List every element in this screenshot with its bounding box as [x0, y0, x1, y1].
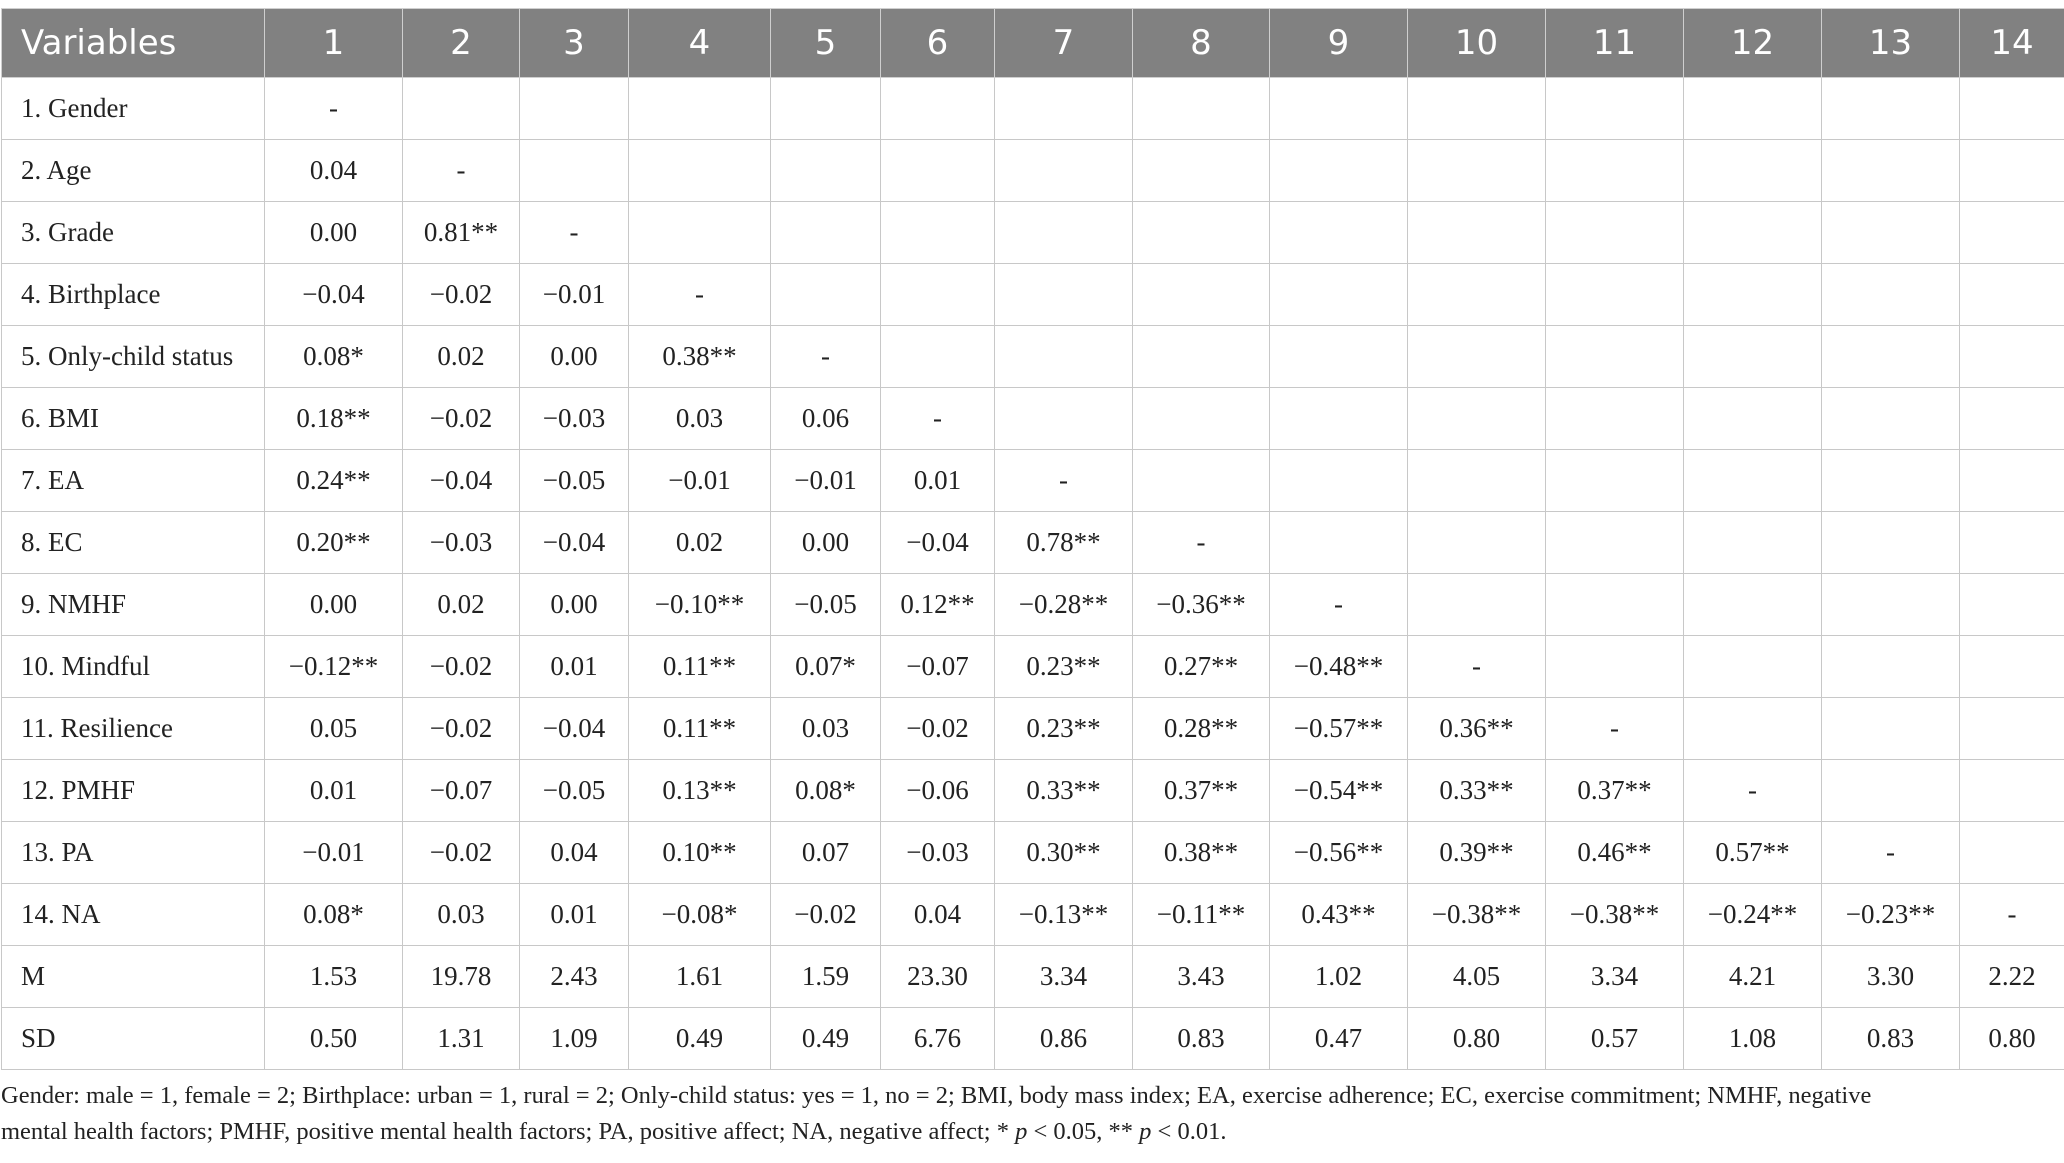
table-cell: −0.38**: [1408, 884, 1546, 946]
table-cell: 0.38**: [1133, 822, 1270, 884]
table-cell: 0.08*: [265, 326, 403, 388]
table-cell: [1133, 140, 1270, 202]
table-cell: 0.00: [520, 574, 629, 636]
table-cell: [1408, 78, 1546, 140]
header-row: [2, 9, 2064, 78]
table-cell: 0.01: [881, 450, 995, 512]
row-label: 14. NA: [2, 884, 265, 946]
table-cell: [1133, 388, 1270, 450]
table-cell: [995, 326, 1133, 388]
table-cell: −0.54**: [1270, 760, 1408, 822]
footnote-threshold-2: < 0.01.: [1151, 1118, 1227, 1145]
table-cell: −0.28**: [995, 574, 1133, 636]
table-cell: −0.57**: [1270, 698, 1408, 760]
table-cell: 1.31: [403, 1008, 520, 1070]
column-header-8: 8: [1133, 9, 1270, 78]
footnote-p-symbol: p: [1015, 1118, 1028, 1145]
table-cell: 3.43: [1133, 946, 1270, 1008]
table-cell: [629, 140, 771, 202]
table-cell: [1684, 78, 1822, 140]
table-cell: −0.04: [520, 698, 629, 760]
table-cell: 0.37**: [1133, 760, 1270, 822]
table-cell: 0.49: [771, 1008, 881, 1070]
table-cell: 0.07*: [771, 636, 881, 698]
table-cell: 23.30: [881, 946, 995, 1008]
table-cell: [1822, 512, 1960, 574]
table-cell: [1546, 140, 1684, 202]
column-header-7: 7: [995, 9, 1133, 78]
table-row: [2, 202, 2064, 264]
table-cell: [1960, 202, 2064, 264]
table-cell: 0.00: [265, 574, 403, 636]
table-cell: −0.01: [771, 450, 881, 512]
table-cell: 4.05: [1408, 946, 1546, 1008]
table-cell: -: [520, 202, 629, 264]
table-cell: [520, 78, 629, 140]
table-row: [2, 264, 2064, 326]
table-cell: 0.18**: [265, 388, 403, 450]
column-header-10: 10: [1408, 9, 1546, 78]
table-cell: [1822, 202, 1960, 264]
table-cell: -: [629, 264, 771, 326]
table-row: [2, 512, 2064, 574]
table-row: [2, 698, 2064, 760]
table-cell: 0.11**: [629, 636, 771, 698]
column-header-14: 14: [1960, 9, 2064, 78]
table-row: [2, 760, 2064, 822]
table-cell: 0.05: [265, 698, 403, 760]
table-cell: −0.03: [403, 512, 520, 574]
table-cell: [1960, 512, 2064, 574]
table-cell: −0.08*: [629, 884, 771, 946]
table-cell: −0.02: [403, 822, 520, 884]
table-cell: [995, 78, 1133, 140]
column-header-3: 3: [520, 9, 629, 78]
table-cell: −0.13**: [995, 884, 1133, 946]
table-cell: 0.50: [265, 1008, 403, 1070]
table-cell: [1133, 326, 1270, 388]
table-cell: [1822, 388, 1960, 450]
footnote-line-1: Gender: male = 1, female = 2; Birthplace: urban = 1, rural = 2; Only-child status: yes = 1, no = 2; BMI, body mass index; EA, exercise adherence; EC, exercise commitment; NMHF, negative: [1, 1082, 1872, 1109]
table-cell: −0.03: [881, 822, 995, 884]
table-row: [2, 884, 2064, 946]
table-cell: [1270, 450, 1408, 512]
table-cell: [1960, 760, 2064, 822]
table-cell: [403, 78, 520, 140]
row-label: 4. Birthplace: [2, 264, 265, 326]
column-header-6: 6: [881, 9, 995, 78]
table-cell: [1960, 822, 2064, 884]
table-cell: 0.81**: [403, 202, 520, 264]
table-cell: 2.43: [520, 946, 629, 1008]
table-cell: −0.05: [771, 574, 881, 636]
row-label: M: [2, 946, 265, 1008]
table-cell: 2.22: [1960, 946, 2064, 1008]
table-cell: −0.06: [881, 760, 995, 822]
table-cell: 0.08*: [771, 760, 881, 822]
row-label: 7. EA: [2, 450, 265, 512]
table-cell: 0.33**: [1408, 760, 1546, 822]
table-cell: [1960, 264, 2064, 326]
table-cell: [1960, 698, 2064, 760]
column-header-variables: Variables: [2, 9, 265, 78]
table-cell: −0.05: [520, 760, 629, 822]
table-cell: [1133, 202, 1270, 264]
table-cell: 0.38**: [629, 326, 771, 388]
table-cell: 0.04: [265, 140, 403, 202]
table-cell: −0.10**: [629, 574, 771, 636]
table-cell: 1.09: [520, 1008, 629, 1070]
table-cell: −0.04: [881, 512, 995, 574]
table-cell: 0.13**: [629, 760, 771, 822]
row-label: 11. Resilience: [2, 698, 265, 760]
table-cell: [1133, 264, 1270, 326]
table-cell: [1546, 264, 1684, 326]
column-header-1: 1: [265, 9, 403, 78]
table-cell: [1408, 326, 1546, 388]
table-cell: [1684, 574, 1822, 636]
table-cell: -: [771, 326, 881, 388]
table-cell: −0.56**: [1270, 822, 1408, 884]
column-header-9: 9: [1270, 9, 1408, 78]
table-cell: 0.57**: [1684, 822, 1822, 884]
table-cell: 0.49: [629, 1008, 771, 1070]
table-cell: -: [403, 140, 520, 202]
table-row: [2, 1008, 2064, 1070]
table-cell: −0.48**: [1270, 636, 1408, 698]
table-cell: 0.83: [1133, 1008, 1270, 1070]
table-row: [2, 822, 2064, 884]
table-cell: 0.04: [881, 884, 995, 946]
table-cell: -: [1270, 574, 1408, 636]
table-row: [2, 946, 2064, 1008]
table-cell: [1822, 760, 1960, 822]
table-cell: 0.30**: [995, 822, 1133, 884]
table-cell: 0.07: [771, 822, 881, 884]
table-cell: [629, 78, 771, 140]
table-cell: [1822, 636, 1960, 698]
table-cell: [1408, 140, 1546, 202]
table-cell: [1822, 326, 1960, 388]
table-cell: 0.24**: [265, 450, 403, 512]
table-cell: -: [881, 388, 995, 450]
table-cell: [1684, 698, 1822, 760]
table-cell: [1960, 326, 2064, 388]
column-header-4: 4: [629, 9, 771, 78]
table-cell: -: [1546, 698, 1684, 760]
table-cell: 0.46**: [1546, 822, 1684, 884]
table-cell: [1546, 326, 1684, 388]
table-cell: 0.01: [520, 636, 629, 698]
table-cell: [1546, 388, 1684, 450]
row-label: 10. Mindful: [2, 636, 265, 698]
row-label: 3. Grade: [2, 202, 265, 264]
correlation-table-container: [0, 8, 2064, 1070]
table-cell: [881, 202, 995, 264]
row-label: 12. PMHF: [2, 760, 265, 822]
table-cell: -: [1408, 636, 1546, 698]
table-cell: −0.12**: [265, 636, 403, 698]
table-cell: [1408, 574, 1546, 636]
table-cell: 0.02: [629, 512, 771, 574]
table-cell: [1960, 388, 2064, 450]
table-row: [2, 326, 2064, 388]
table-cell: [1408, 450, 1546, 512]
table-cell: [1546, 636, 1684, 698]
table-cell: [1270, 388, 1408, 450]
table-cell: −0.01: [520, 264, 629, 326]
table-cell: -: [1133, 512, 1270, 574]
table-cell: 0.23**: [995, 698, 1133, 760]
table-cell: [1408, 202, 1546, 264]
table-cell: [771, 264, 881, 326]
table-cell: −0.02: [403, 636, 520, 698]
table-cell: 0.10**: [629, 822, 771, 884]
table-cell: 1.08: [1684, 1008, 1822, 1070]
table-cell: [1960, 140, 2064, 202]
table-cell: -: [1960, 884, 2064, 946]
table-cell: [1546, 78, 1684, 140]
column-header-5: 5: [771, 9, 881, 78]
table-row: [2, 78, 2064, 140]
table-cell: [1408, 512, 1546, 574]
table-row: [2, 388, 2064, 450]
table-cell: [1960, 450, 2064, 512]
table-cell: −0.07: [881, 636, 995, 698]
table-cell: −0.02: [403, 698, 520, 760]
table-cell: 6.76: [881, 1008, 995, 1070]
table-cell: [771, 202, 881, 264]
table-cell: 0.37**: [1546, 760, 1684, 822]
table-cell: 0.33**: [995, 760, 1133, 822]
table-cell: [771, 78, 881, 140]
table-cell: 1.53: [265, 946, 403, 1008]
table-cell: 0.80: [1408, 1008, 1546, 1070]
table-cell: [1408, 388, 1546, 450]
table-cell: 0.12**: [881, 574, 995, 636]
table-cell: −0.02: [881, 698, 995, 760]
row-label: 13. PA: [2, 822, 265, 884]
table-cell: 1.02: [1270, 946, 1408, 1008]
table-cell: [881, 78, 995, 140]
table-cell: 0.86: [995, 1008, 1133, 1070]
table-row: [2, 574, 2064, 636]
row-label: 8. EC: [2, 512, 265, 574]
table-cell: [771, 140, 881, 202]
table-cell: 0.57: [1546, 1008, 1684, 1070]
table-cell: 0.03: [629, 388, 771, 450]
row-label: SD: [2, 1008, 265, 1070]
table-cell: −0.05: [520, 450, 629, 512]
table-cell: 0.02: [403, 574, 520, 636]
table-cell: [995, 140, 1133, 202]
table-cell: [881, 264, 995, 326]
table-cell: [1133, 78, 1270, 140]
table-cell: 0.00: [771, 512, 881, 574]
table-cell: [1684, 512, 1822, 574]
table-cell: 0.83: [1822, 1008, 1960, 1070]
table-cell: 0.78**: [995, 512, 1133, 574]
table-cell: [995, 202, 1133, 264]
table-cell: 0.47: [1270, 1008, 1408, 1070]
table-cell: 0.28**: [1133, 698, 1270, 760]
table-cell: [520, 140, 629, 202]
table-cell: [1684, 388, 1822, 450]
table-cell: −0.01: [265, 822, 403, 884]
table-cell: [1270, 78, 1408, 140]
column-header-11: 11: [1546, 9, 1684, 78]
table-row: [2, 450, 2064, 512]
table-cell: [1822, 698, 1960, 760]
table-cell: 0.04: [520, 822, 629, 884]
table-cell: [881, 326, 995, 388]
table-cell: −0.38**: [1546, 884, 1684, 946]
column-header-12: 12: [1684, 9, 1822, 78]
row-label: 2. Age: [2, 140, 265, 202]
table-cell: [1684, 264, 1822, 326]
table-cell: -: [265, 78, 403, 140]
table-cell: [1684, 326, 1822, 388]
table-cell: −0.07: [403, 760, 520, 822]
table-cell: [1546, 202, 1684, 264]
table-cell: [1133, 450, 1270, 512]
table-cell: 0.06: [771, 388, 881, 450]
table-cell: −0.36**: [1133, 574, 1270, 636]
table-cell: [1822, 450, 1960, 512]
table-cell: [1270, 326, 1408, 388]
table-cell: 3.30: [1822, 946, 1960, 1008]
table-cell: -: [1822, 822, 1960, 884]
table-cell: 0.43**: [1270, 884, 1408, 946]
table-cell: 0.80: [1960, 1008, 2064, 1070]
footnote-p-symbol: p: [1139, 1118, 1152, 1145]
table-cell: 0.36**: [1408, 698, 1546, 760]
table-cell: [1684, 636, 1822, 698]
footnote-line-2: mental health factors; PMHF, positive mental health factors; PA, positive affect; NA, negative affect; *: [1, 1118, 1016, 1145]
table-cell: 0.00: [520, 326, 629, 388]
table-cell: -: [995, 450, 1133, 512]
table-cell: 3.34: [1546, 946, 1684, 1008]
table-row: [2, 140, 2064, 202]
column-header-2: 2: [403, 9, 520, 78]
table-cell: −0.02: [771, 884, 881, 946]
table-cell: [1822, 78, 1960, 140]
table-cell: [881, 140, 995, 202]
table-cell: [995, 388, 1133, 450]
table-row: [2, 636, 2064, 698]
table-footnote: [1, 1078, 2041, 1150]
column-header-13: 13: [1822, 9, 1960, 78]
table-cell: [1546, 512, 1684, 574]
row-label: 5. Only-child status: [2, 326, 265, 388]
table-cell: [1684, 202, 1822, 264]
table-cell: 0.39**: [1408, 822, 1546, 884]
table-cell: [995, 264, 1133, 326]
table-cell: −0.02: [403, 264, 520, 326]
table-cell: [1270, 512, 1408, 574]
row-label: 9. NMHF: [2, 574, 265, 636]
table-cell: 1.61: [629, 946, 771, 1008]
table-cell: 0.08*: [265, 884, 403, 946]
table-cell: −0.04: [520, 512, 629, 574]
table-cell: [1960, 636, 2064, 698]
table-cell: [1546, 450, 1684, 512]
table-cell: 0.20**: [265, 512, 403, 574]
table-cell: [1408, 264, 1546, 326]
table-cell: −0.02: [403, 388, 520, 450]
table-cell: −0.01: [629, 450, 771, 512]
table-cell: [1822, 574, 1960, 636]
table-cell: 19.78: [403, 946, 520, 1008]
table-cell: −0.04: [265, 264, 403, 326]
table-cell: 0.01: [520, 884, 629, 946]
table-cell: [1960, 78, 2064, 140]
table-cell: −0.04: [403, 450, 520, 512]
table-cell: −0.03: [520, 388, 629, 450]
table-cell: [1684, 450, 1822, 512]
table-cell: 3.34: [995, 946, 1133, 1008]
table-cell: [1270, 264, 1408, 326]
table-body: [2, 78, 2064, 1070]
table-cell: [1546, 574, 1684, 636]
footnote-threshold-1: < 0.05, **: [1027, 1118, 1140, 1145]
table-cell: 0.03: [771, 698, 881, 760]
row-label: 6. BMI: [2, 388, 265, 450]
table-cell: 1.59: [771, 946, 881, 1008]
table-cell: 4.21: [1684, 946, 1822, 1008]
table-cell: [1822, 140, 1960, 202]
table-cell: −0.24**: [1684, 884, 1822, 946]
table-cell: -: [1684, 760, 1822, 822]
table-cell: [1960, 574, 2064, 636]
table-cell: 0.27**: [1133, 636, 1270, 698]
row-label: 1. Gender: [2, 78, 265, 140]
table-cell: [1270, 202, 1408, 264]
table-cell: 0.02: [403, 326, 520, 388]
table-cell: 0.11**: [629, 698, 771, 760]
table-cell: 0.03: [403, 884, 520, 946]
table-cell: [1822, 264, 1960, 326]
table-cell: [1270, 140, 1408, 202]
table-cell: −0.11**: [1133, 884, 1270, 946]
table-cell: 0.01: [265, 760, 403, 822]
table-cell: [1684, 140, 1822, 202]
table-cell: −0.23**: [1822, 884, 1960, 946]
table-cell: [629, 202, 771, 264]
table-cell: 0.00: [265, 202, 403, 264]
correlation-table: [1, 8, 2064, 1070]
table-cell: 0.23**: [995, 636, 1133, 698]
